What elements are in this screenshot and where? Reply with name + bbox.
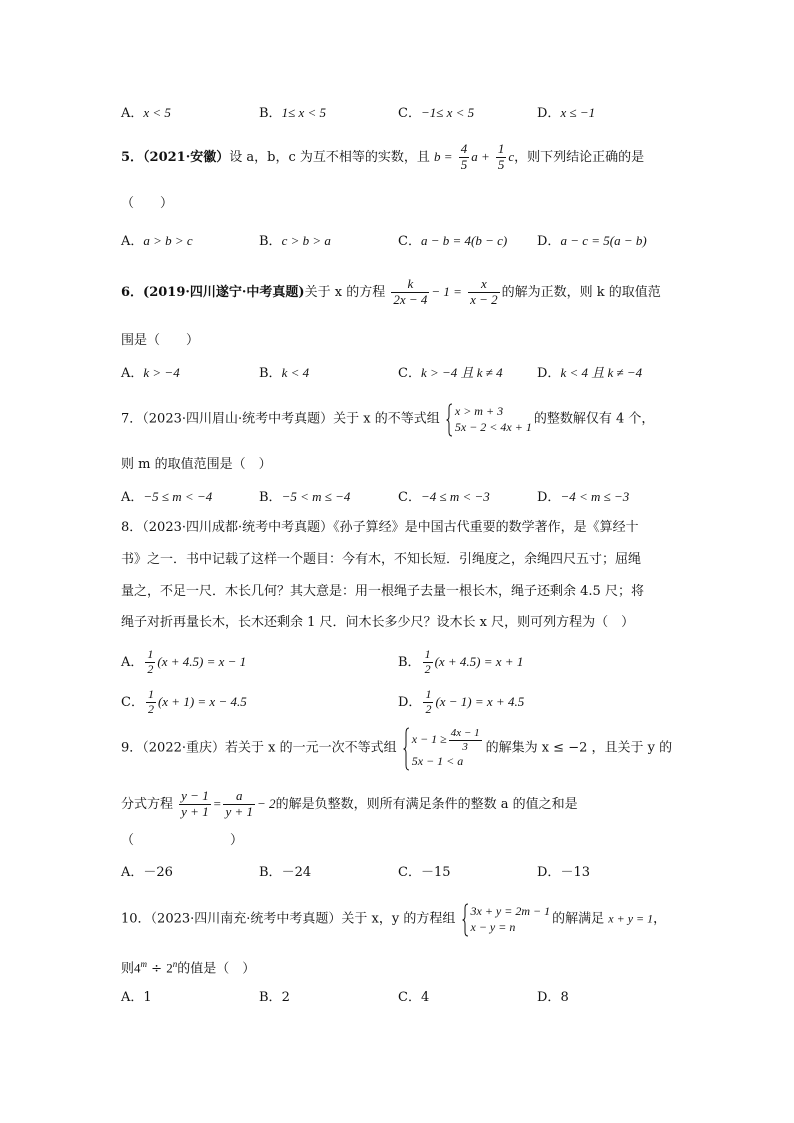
fraction: $\frac{1}{5}$ <box>497 141 505 172</box>
q7-option-d[interactable] <box>537 490 629 504</box>
q8-stem-line3: 量之，不足一尺．木长几何？其大意是：用一根绳子去量一根长木，绳子还剩余 4.5 尺；将 <box>121 584 644 599</box>
option-letter: C． <box>398 106 421 121</box>
stem-text: 的值是（ ） <box>177 961 256 977</box>
option-text: (x + 1) = x − 4.5 <box>157 693 247 709</box>
fraction-half: $\frac{1}{2}$ <box>424 647 431 676</box>
q7-stem-line2: 则 m 的取值范围是（ ） <box>121 457 272 472</box>
option-letter: A． <box>121 106 144 121</box>
fraction: $\frac{k}{2x - 4}$ <box>393 276 428 307</box>
answer-paren: （ ） <box>121 833 244 848</box>
q6-stem <box>121 277 661 308</box>
option-letter: D． <box>537 234 561 249</box>
q10-option-b[interactable] <box>259 991 290 1004</box>
option-letter: B． <box>259 990 282 1005</box>
q9-stem <box>121 727 672 769</box>
q10-stem <box>121 903 666 935</box>
option-text: k < 4 <box>281 365 310 380</box>
option-letter: B． <box>259 865 282 880</box>
q9-option-b[interactable] <box>259 866 311 879</box>
stem-text: 关于 x，y 的方程组 <box>341 911 456 927</box>
option-letter: D． <box>537 865 561 880</box>
stem-text: 关于 x 的不等式组 <box>333 411 440 427</box>
option-text: a − c = 5(a − b) <box>560 233 647 248</box>
option-text: －13 <box>560 865 590 880</box>
q8-stem-line1: 8．（2023·四川成都·统考中考真题）《孙子算经》是中国古代重要的数学著作，是《算经十 <box>121 520 639 535</box>
fraction-half: $\frac{1}{2}$ <box>147 647 154 676</box>
option-letter: B． <box>259 234 282 249</box>
question-number: 10．（2023·四川南充·统考中考真题） <box>121 911 342 927</box>
option-text: x ≤ −1 <box>560 105 596 120</box>
fraction: $\frac{a}{y + 1}$ <box>225 788 254 819</box>
option-text: 4 <box>420 990 430 1005</box>
option-letter: C． <box>121 694 144 710</box>
stem-text: ，则下列结论正确的是 <box>514 149 645 165</box>
option-letter: C． <box>398 490 421 505</box>
q4-option-a[interactable] <box>121 106 171 120</box>
math-text: m <box>140 959 148 969</box>
option-text: −5 ≤ m < −4 <box>143 489 213 504</box>
option-letter: C． <box>398 865 421 880</box>
fraction-half: $\frac{1}{2}$ <box>147 687 154 716</box>
q6-option-a[interactable] <box>121 366 180 380</box>
stem-text: 关于 x 的方程 <box>304 284 386 300</box>
q6-stem-line2: 围是（ ） <box>121 333 200 348</box>
option-letter: C． <box>398 990 421 1005</box>
q6-option-c[interactable] <box>398 366 503 380</box>
option-letter: D． <box>537 366 561 381</box>
option-text: 2 <box>281 990 290 1005</box>
option-text: (x + 4.5) = x − 1 <box>157 653 247 669</box>
q5-option-c[interactable] <box>398 234 507 248</box>
question-number: 7．（2023·四川眉山·统考中考真题） <box>121 411 334 427</box>
option-letter: A． <box>121 234 144 249</box>
q10-option-a[interactable] <box>121 991 152 1004</box>
option-text: －24 <box>281 865 312 880</box>
q10-option-c[interactable] <box>398 991 429 1004</box>
option-text: k > −4 且 k ≠ 4 <box>420 365 503 380</box>
stem-text: 的解集为 x ≤ −2 ，且关于 y 的 <box>485 740 673 756</box>
answer-paren: （ ） <box>121 196 174 211</box>
option-letter: A． <box>121 865 144 880</box>
option-letter: A． <box>121 654 144 670</box>
q6-option-b[interactable] <box>259 366 309 380</box>
option-text: a − b = 4(b − c) <box>420 233 508 248</box>
q4-option-d[interactable] <box>537 106 595 120</box>
q8-option-d[interactable] <box>398 688 524 717</box>
option-letter: A． <box>121 366 144 381</box>
q8-option-c[interactable] <box>121 688 247 717</box>
option-letter: C． <box>398 366 421 381</box>
option-text: −5 < m ≤ −4 <box>281 489 351 504</box>
q10-stem-line2 <box>121 960 255 975</box>
option-letter: A． <box>121 490 144 505</box>
math-text: − 1 = <box>431 283 462 299</box>
option-text: k > −4 <box>143 365 180 380</box>
math-text: ÷ <box>151 961 163 977</box>
math-text: n <box>172 959 178 969</box>
fraction-half: $\frac{1}{2}$ <box>425 687 432 716</box>
q9-stem-line2 <box>121 789 578 820</box>
stem-text: 设 a，b，c 为互不相等的实数，且 <box>229 149 430 165</box>
option-letter: D． <box>398 694 422 710</box>
q5-option-b[interactable] <box>259 234 331 248</box>
question-number: 9．（2022·重庆） <box>121 740 225 756</box>
q9-option-a[interactable] <box>121 866 173 879</box>
q5-option-d[interactable] <box>537 234 647 248</box>
q6-option-d[interactable] <box>537 366 642 380</box>
math-text: 4 <box>134 960 141 976</box>
option-text: (x + 4.5) = x + 1 <box>434 653 524 669</box>
q8-stem-line2: 书》之一．书中记载了这样一个题目：今有木，不知长短．引绳度之，余绳四尺五寸；屈绳 <box>121 552 642 567</box>
fraction: $\frac{x}{x - 2}$ <box>470 276 498 307</box>
q5-stem <box>121 142 644 173</box>
option-letter: B． <box>398 654 421 670</box>
option-text: x < 5 <box>143 105 171 120</box>
fraction: $\frac{y - 1}{y + 1}$ <box>181 788 209 819</box>
stem-text: 的解满足 <box>552 911 605 927</box>
math-text: = <box>212 795 222 811</box>
option-letter: D． <box>537 490 561 505</box>
option-text: −1≤ x < 5 <box>420 105 475 120</box>
option-text: 8 <box>560 990 569 1005</box>
stem-text: 的解为正数，则 k 的取值范 <box>501 284 661 300</box>
option-text: −4 < m ≤ −3 <box>560 489 630 504</box>
math-text: 2 <box>166 960 173 976</box>
stem-text: 分式方程 <box>121 796 174 812</box>
q8-option-a[interactable] <box>121 648 246 677</box>
option-text: a > b > c <box>143 233 193 248</box>
q4-option-c[interactable] <box>398 106 474 120</box>
q7-option-b[interactable] <box>259 490 350 504</box>
option-text: c > b > a <box>281 233 331 248</box>
q5-option-a[interactable] <box>121 234 193 248</box>
q8-option-b[interactable] <box>398 648 523 677</box>
left-brace-icon <box>403 727 410 771</box>
option-text: k < 4 且 k ≠ −4 <box>560 365 643 380</box>
question-number: 5．（2021·安徽） <box>121 149 230 165</box>
equation-system: 3x + y = 2m − 1 x − y = n <box>462 903 551 935</box>
math-text: c <box>508 148 515 164</box>
option-letter: B． <box>259 490 282 505</box>
inequality-system: x − 1 ≥ $\frac{4x - 1}{3}$ 5x − 1 < a <box>403 727 484 769</box>
option-letter: B． <box>259 366 282 381</box>
q10-option-d[interactable] <box>537 991 569 1004</box>
q9-option-c[interactable] <box>398 866 451 879</box>
option-text: (x − 1) = x + 4.5 <box>435 693 525 709</box>
stem-text: 的整数解仅有 4 个， <box>533 411 655 427</box>
stem-text: 的解是负整数，则所有满足条件的整数 a 的值之和是 <box>275 796 578 812</box>
option-letter: D． <box>537 990 561 1005</box>
q9-option-d[interactable] <box>537 866 590 879</box>
left-brace-icon <box>462 903 469 937</box>
option-letter: B． <box>259 106 282 121</box>
option-letter: A． <box>121 990 144 1005</box>
option-text: 1 <box>143 990 152 1005</box>
fraction: $\frac{4}{5}$ <box>460 141 468 172</box>
math-text: b = <box>434 148 453 164</box>
math-text: x + y = 1 <box>608 911 654 926</box>
left-brace-icon <box>446 403 453 437</box>
q7-stem <box>121 403 654 435</box>
question-number: 6．(2019·四川遂宁·中考真题) <box>121 284 305 300</box>
q4-option-b[interactable] <box>259 106 326 120</box>
option-text: −4 ≤ m < −3 <box>420 489 490 504</box>
q8-stem-line4: 绳子对折再量长木，长木还剩余 1 尺．问木长多少尺？设木长 x 尺，则可列方程为（ ） <box>121 615 635 630</box>
math-text: a + <box>471 148 490 164</box>
option-text: －26 <box>143 865 173 880</box>
q7-option-c[interactable] <box>398 490 490 504</box>
inequality-system: x > m + 3 5x − 2 < 4x + 1 <box>446 403 532 435</box>
math-text: − 2 <box>257 795 276 811</box>
stem-text: 则 <box>121 961 135 977</box>
stem-text: 若关于 x 的一元一次不等式组 <box>225 740 397 756</box>
option-letter: C． <box>398 234 421 249</box>
option-letter: D． <box>537 106 561 121</box>
option-text: －15 <box>420 865 451 880</box>
q7-option-a[interactable] <box>121 490 212 504</box>
stem-text: ， <box>653 911 667 927</box>
option-text: 1≤ x < 5 <box>281 105 326 120</box>
